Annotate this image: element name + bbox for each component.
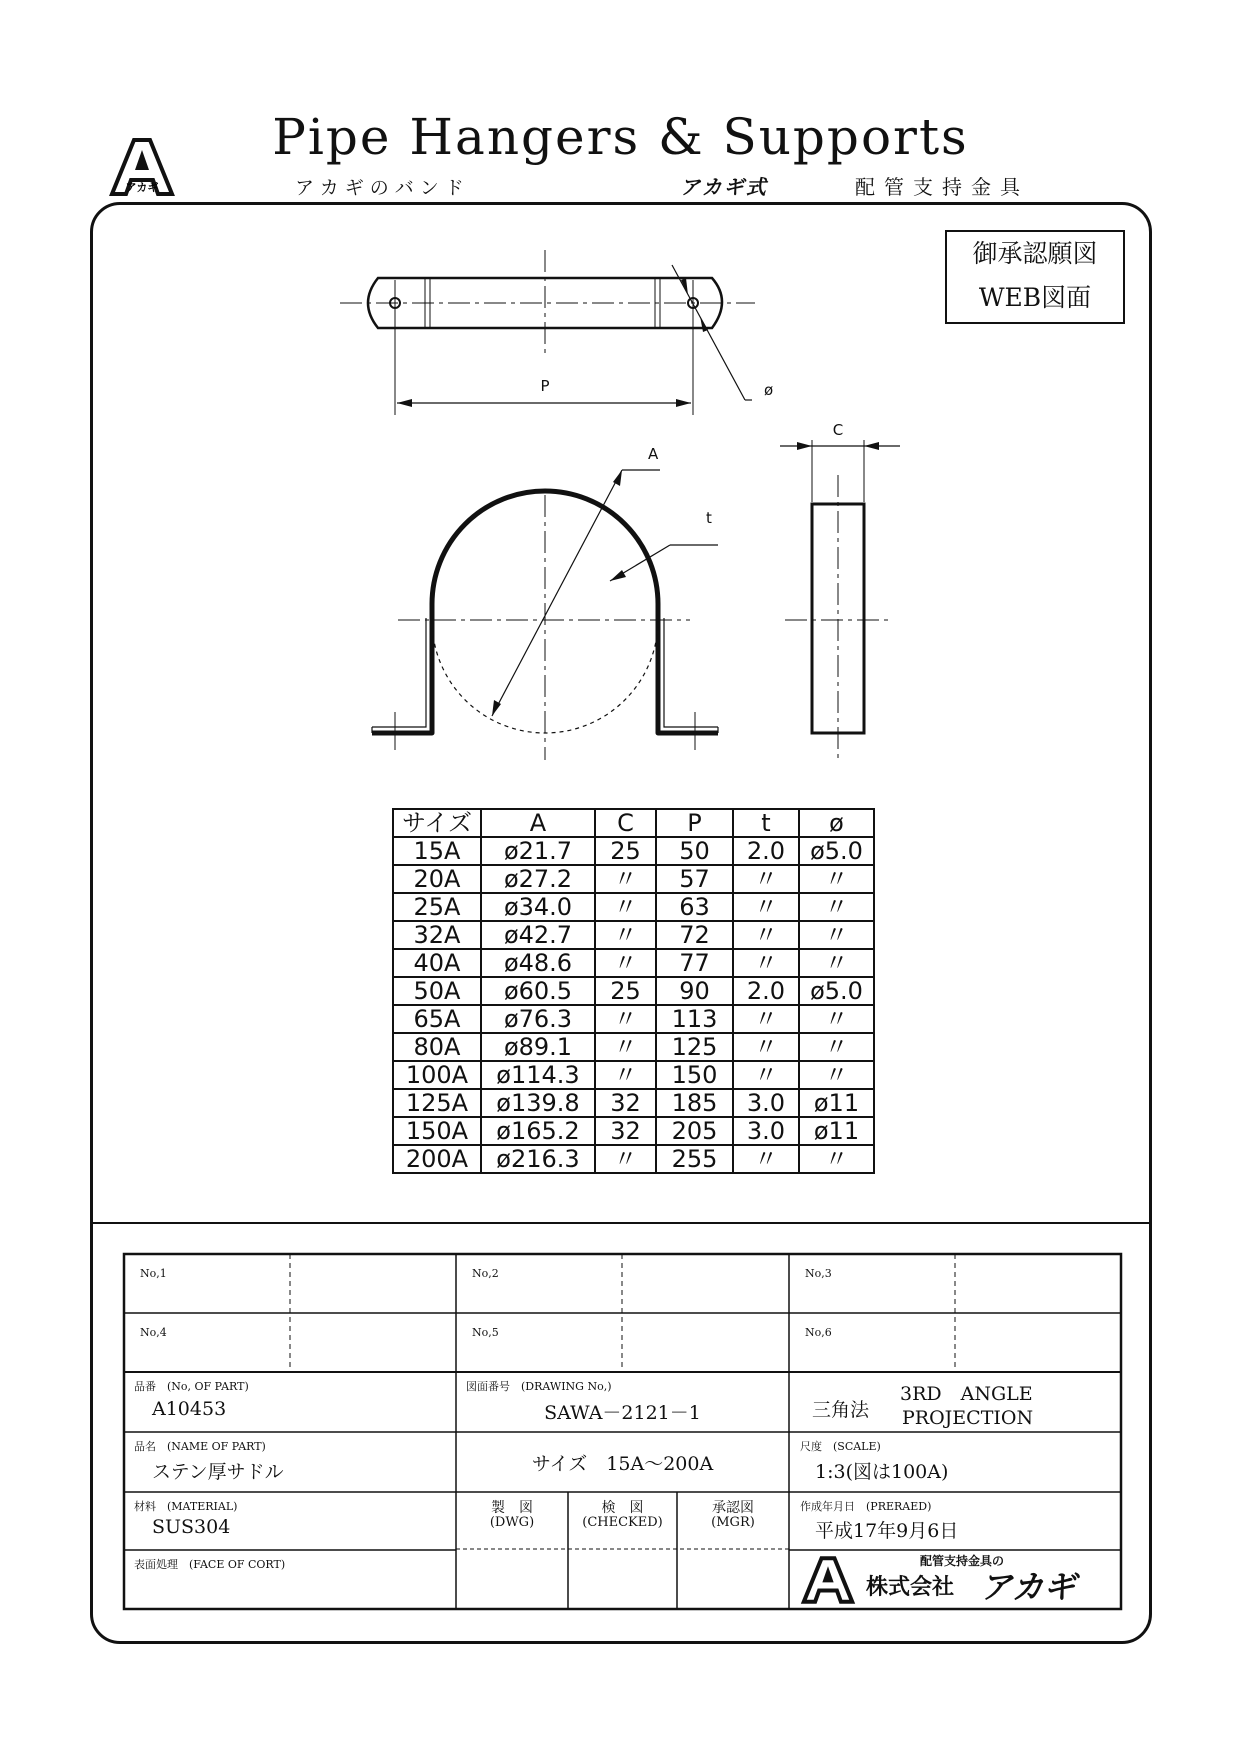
cell-size: 25A bbox=[393, 893, 481, 921]
cell-p: 125 bbox=[656, 1033, 733, 1061]
subtitle-left: アカギのバンド bbox=[295, 177, 470, 199]
cell-phi: 〃 bbox=[799, 921, 874, 949]
cell-t: 3.0 bbox=[733, 1089, 799, 1117]
cell-phi: ø5.0 bbox=[799, 837, 874, 865]
cell-t: 2.0 bbox=[733, 837, 799, 865]
col-header-p: P bbox=[656, 809, 733, 837]
cell-a: ø60.5 bbox=[481, 977, 595, 1005]
cell-t: 2.0 bbox=[733, 977, 799, 1005]
mgr-label-en: (MGR) bbox=[711, 1515, 755, 1530]
slot-no3: No,3 bbox=[805, 1267, 832, 1280]
subtitle-right: 配管支持金具 bbox=[855, 175, 1029, 199]
cell-c: 25 bbox=[595, 977, 656, 1005]
col-header-phi: ø bbox=[799, 809, 874, 837]
cell-a: ø165.2 bbox=[481, 1117, 595, 1145]
cell-p: 255 bbox=[656, 1145, 733, 1173]
cell-a: ø139.8 bbox=[481, 1089, 595, 1117]
cell-t: 〃 bbox=[733, 865, 799, 893]
company-tagline: 配管支持金具の bbox=[920, 1554, 1005, 1568]
cell-phi: ø5.0 bbox=[799, 977, 874, 1005]
cell-p: 90 bbox=[656, 977, 733, 1005]
cell-c: 〃 bbox=[595, 865, 656, 893]
cell-c: 32 bbox=[595, 1089, 656, 1117]
cell-t: 〃 bbox=[733, 893, 799, 921]
stamp-line1: 御承認願図 bbox=[972, 239, 1098, 268]
part-name-value: ステン厚サドル bbox=[152, 1461, 284, 1483]
dwg-label-en: (DWG) bbox=[489, 1515, 535, 1530]
cell-t: 〃 bbox=[733, 949, 799, 977]
col-header-c: C bbox=[595, 809, 656, 837]
cell-a: ø216.3 bbox=[481, 1145, 595, 1173]
scale-label: 尺度 (SCALE) bbox=[800, 1440, 881, 1453]
cell-size: 50A bbox=[393, 977, 481, 1005]
cell-p: 205 bbox=[656, 1117, 733, 1145]
cell-c: 〃 bbox=[595, 1145, 656, 1173]
cell-p: 113 bbox=[656, 1005, 733, 1033]
subtitle-brand: アカギ式 bbox=[680, 175, 768, 199]
mgr-label-jp: 承認図 bbox=[712, 1500, 754, 1516]
projection-jp: 三角法 bbox=[812, 1399, 870, 1421]
cell-p: 50 bbox=[656, 837, 733, 865]
cell-size: 32A bbox=[393, 921, 481, 949]
cell-phi: 〃 bbox=[799, 893, 874, 921]
slot-no2: No,2 bbox=[472, 1267, 499, 1280]
stamp-line2: WEB図面 bbox=[978, 283, 1092, 312]
label-p: P bbox=[540, 377, 550, 395]
part-no-label: 品番 (No, OF PART) bbox=[134, 1380, 249, 1393]
label-c: C bbox=[832, 421, 844, 439]
slot-no5: No,5 bbox=[472, 1326, 499, 1339]
cell-t: 〃 bbox=[733, 1061, 799, 1089]
cell-size: 40A bbox=[393, 949, 481, 977]
label-a: A bbox=[648, 445, 659, 463]
cell-c: 〃 bbox=[595, 1061, 656, 1089]
cell-size: 125A bbox=[393, 1089, 481, 1117]
dwg-label-jp: 製 図 bbox=[491, 1500, 533, 1516]
date-label: 作成年月日 (PRERAED) bbox=[800, 1500, 932, 1513]
cell-phi: 〃 bbox=[799, 1033, 874, 1061]
cell-phi: ø11 bbox=[799, 1117, 874, 1145]
cell-a: ø89.1 bbox=[481, 1033, 595, 1061]
cell-size: 20A bbox=[393, 865, 481, 893]
cell-phi: 〃 bbox=[799, 865, 874, 893]
checked-label-jp: 検 図 bbox=[601, 1500, 644, 1516]
cell-p: 57 bbox=[656, 865, 733, 893]
cell-t: 3.0 bbox=[733, 1117, 799, 1145]
drawing-no-value: SAWA－2121－1 bbox=[544, 1402, 701, 1424]
cell-phi: 〃 bbox=[799, 1061, 874, 1089]
cell-phi: 〃 bbox=[799, 949, 874, 977]
cell-size: 80A bbox=[393, 1033, 481, 1061]
cell-p: 72 bbox=[656, 921, 733, 949]
cell-a: ø34.0 bbox=[481, 893, 595, 921]
cell-phi: 〃 bbox=[799, 1005, 874, 1033]
cell-a: ø27.2 bbox=[481, 865, 595, 893]
drawing-no-label: 図面番号 (DRAWING No,) bbox=[466, 1380, 612, 1393]
cell-p: 63 bbox=[656, 893, 733, 921]
svg-text:アカギ: アカギ bbox=[125, 181, 159, 194]
cell-t: 〃 bbox=[733, 1005, 799, 1033]
surface-label: 表面処理 (FACE OF CORT) bbox=[134, 1558, 286, 1571]
cell-t: 〃 bbox=[733, 921, 799, 949]
projection-en1: 3RD ANGLE bbox=[900, 1383, 1033, 1405]
cell-p: 150 bbox=[656, 1061, 733, 1089]
company-name: 株式会社 bbox=[866, 1575, 955, 1600]
size-range: サイズ 15A～200A bbox=[531, 1453, 714, 1475]
col-header-size: サイズ bbox=[393, 809, 481, 837]
cell-a: ø114.3 bbox=[481, 1061, 595, 1089]
cell-c: 32 bbox=[595, 1117, 656, 1145]
material-value: SUS304 bbox=[152, 1516, 231, 1538]
cell-t: 〃 bbox=[733, 1145, 799, 1173]
cell-phi: ø11 bbox=[799, 1089, 874, 1117]
checked-label-en: (CHECKED) bbox=[582, 1515, 663, 1530]
cell-phi: 〃 bbox=[799, 1145, 874, 1173]
label-t: t bbox=[706, 509, 712, 527]
cell-p: 185 bbox=[656, 1089, 733, 1117]
col-header-t: t bbox=[733, 809, 799, 837]
cell-size: 65A bbox=[393, 1005, 481, 1033]
projection-en2: PROJECTION bbox=[902, 1407, 1034, 1429]
cell-c: 〃 bbox=[595, 1005, 656, 1033]
cell-a: ø76.3 bbox=[481, 1005, 595, 1033]
cell-c: 〃 bbox=[595, 1033, 656, 1061]
cell-c: 〃 bbox=[595, 949, 656, 977]
slot-no1: No,1 bbox=[140, 1267, 167, 1280]
cell-size: 200A bbox=[393, 1145, 481, 1173]
cell-a: ø21.7 bbox=[481, 837, 595, 865]
scale-value: 1:3(図は100A) bbox=[815, 1461, 949, 1483]
slot-no6: No,6 bbox=[805, 1326, 832, 1339]
company-brand: アカギ bbox=[980, 1568, 1076, 1606]
cell-size: 100A bbox=[393, 1061, 481, 1089]
slot-no4: No,4 bbox=[140, 1326, 167, 1339]
cell-p: 77 bbox=[656, 949, 733, 977]
page-title: Pipe Hangers & Supports bbox=[272, 108, 969, 166]
col-header-a: A bbox=[481, 809, 595, 837]
material-label: 材料 (MATERIAL) bbox=[134, 1500, 238, 1513]
cell-a: ø48.6 bbox=[481, 949, 595, 977]
cell-c: 25 bbox=[595, 837, 656, 865]
cell-c: 〃 bbox=[595, 893, 656, 921]
cell-a: ø42.7 bbox=[481, 921, 595, 949]
cell-size: 150A bbox=[393, 1117, 481, 1145]
company-logo-small bbox=[800, 1555, 856, 1605]
date-value: 平成17年9月6日 bbox=[815, 1520, 959, 1542]
cell-size: 15A bbox=[393, 837, 481, 865]
cell-t: 〃 bbox=[733, 1033, 799, 1061]
part-name-label: 品名 (NAME OF PART) bbox=[134, 1440, 266, 1453]
cell-c: 〃 bbox=[595, 921, 656, 949]
label-phi: ø bbox=[764, 381, 774, 399]
part-no-value: A10453 bbox=[152, 1398, 227, 1420]
